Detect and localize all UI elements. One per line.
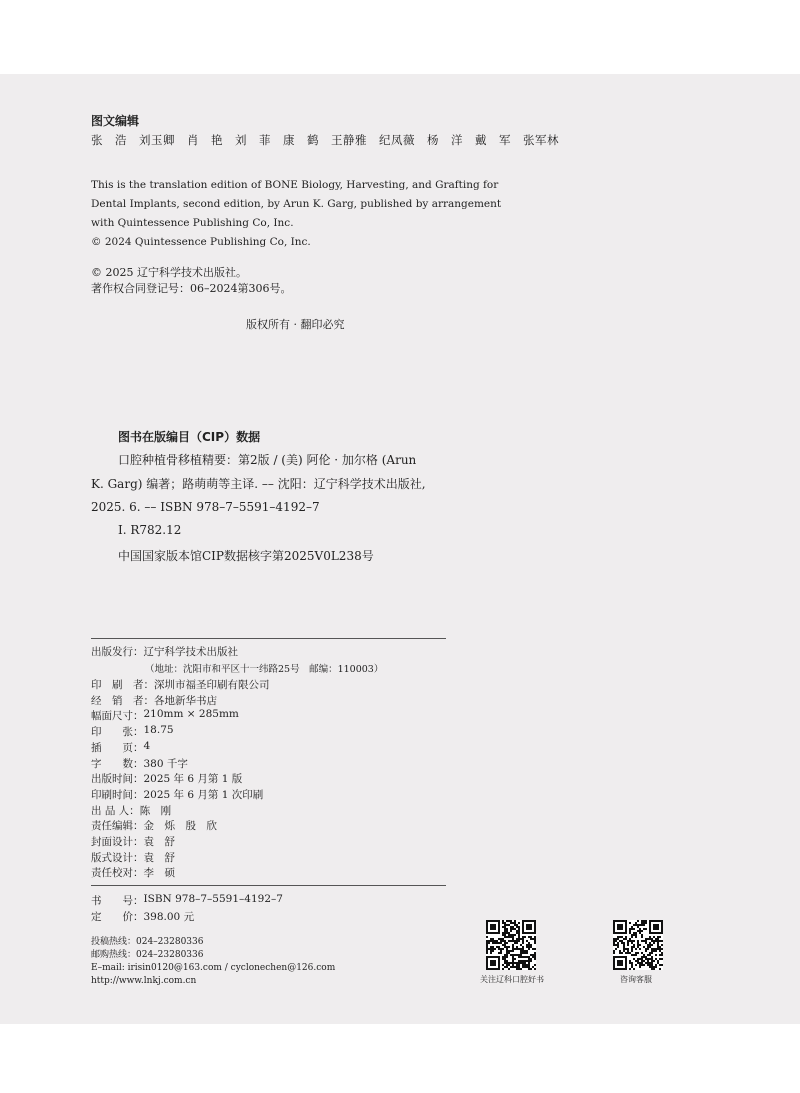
publication-row-label: 印 刷 者：: [91, 679, 154, 691]
cip-line5: 中国国家版本馆CIP数据核字第2025V0L238号: [118, 549, 374, 563]
publication-row: [91, 850, 175, 865]
publication-row-value: 李 硕: [143, 867, 175, 880]
qr-code-icon: [486, 920, 536, 970]
publication-row: [91, 708, 239, 723]
isbn-value: ISBN 978–7–5591–4192–7: [143, 893, 283, 905]
chinese-copyright-line2: 著作权合同登记号：06–2024第306号。: [91, 282, 292, 295]
publication-row-label: 责任校对：: [91, 867, 144, 880]
rights-notice: 版权所有 · 翻印必究: [246, 318, 345, 331]
chinese-copyright-line1: © 2025 辽宁科学技术出版社。: [91, 266, 247, 279]
publication-row-label: 幅面尺寸：: [91, 710, 144, 723]
publication-row: [91, 818, 217, 833]
contact-website: http://www.lnkj.com.cn: [91, 976, 197, 986]
publication-row-value: 380 千字: [143, 757, 188, 770]
publication-row-label: 字 数：: [91, 757, 144, 770]
qr-caption-follow: 关注辽科口腔好书: [480, 975, 544, 984]
publication-row-value: 深圳市福圣印刷有限公司: [154, 679, 270, 691]
contact-email: E–mail: irisin0120@163.com / cyclonechen@126.com: [91, 963, 336, 973]
publication-row: [91, 677, 270, 692]
contact-block: [91, 936, 335, 988]
english-notice: [91, 176, 521, 252]
publication-row-value: 210mm × 285mm: [143, 708, 239, 721]
qr-caption-service: 咨询客服: [620, 975, 652, 984]
publication-row: [91, 693, 217, 708]
publisher-value: 辽宁科学技术出版社: [143, 646, 238, 658]
publication-row: [91, 740, 150, 755]
publication-row-value: 各地新华书店: [154, 694, 217, 707]
publication-row-value: 4: [143, 739, 151, 752]
publication-row-value: 袁 舒: [143, 851, 175, 864]
publication-row-value: 2025 年 6 月第 1 次印刷: [143, 788, 264, 801]
publisher-label: 出版发行：: [91, 646, 144, 658]
publisher-row: [91, 644, 238, 659]
publication-row-label: 插 页：: [91, 741, 144, 754]
publication-row-label: 版式设计：: [91, 851, 144, 864]
english-copyright: © 2024 Quintessence Publishing Co, Inc.: [91, 236, 311, 248]
price-row: [91, 909, 194, 924]
english-notice-text: This is the translation edition of BONE Biology, Harvesting, and Grafting for Dental Implants, second edition, by Arun K. Garg, published by arrangement with Quintessence Publishing Co, Inc.: [91, 179, 502, 229]
publication-row: [91, 787, 263, 802]
divider-bottom: [91, 885, 446, 886]
publication-row-value: 陈 刚: [139, 804, 172, 817]
publication-row-label: 印刷时间：: [91, 788, 144, 801]
cip-line3: 2025. 6. –– ISBN 978–7–5591–4192–7: [91, 500, 320, 514]
publication-row: [91, 756, 188, 771]
qr-code-icon: [613, 920, 663, 970]
publication-row-label: 封面设计：: [91, 836, 144, 848]
cip-line1: 口腔种植骨移植精要：第2版 / (美) 阿伦 · 加尔格 (Arun: [118, 453, 417, 467]
publication-row-label: 责任编辑：: [91, 820, 144, 833]
cip-line4: Ⅰ. R782.12: [118, 523, 182, 537]
isbn-label: 书 号：: [91, 895, 144, 907]
publication-row: [91, 724, 174, 739]
publication-row-label: 印 张：: [91, 726, 144, 739]
publisher-address: （地址：沈阳市和平区十一纬路25号 邮编：110003）: [145, 664, 384, 675]
publication-row-value: 2025 年 6 月第 1 版: [143, 773, 243, 786]
cip-line2: K. Garg) 编著；路萌萌等主译. –– 沈阳：辽宁科学技术出版社,: [91, 477, 426, 491]
publication-row: [91, 803, 171, 818]
price-label: 定 价：: [91, 911, 144, 923]
contact-submission: 投稿热线：024–23280336: [91, 937, 204, 947]
publication-row-label: 出版时间：: [91, 773, 144, 786]
contact-mail-order: 邮购热线：024–23280336: [91, 950, 204, 960]
copyright-page: [0, 74, 800, 1024]
divider-top: [91, 638, 446, 639]
credits-heading: 图文编辑: [91, 114, 140, 128]
publication-row: [91, 865, 175, 880]
publication-row: [91, 834, 175, 849]
credits-names: 张 浩 刘玉卿 肖 艳 刘 菲 康 鹤 王静雅 纪凤薇 杨 洋 戴 军 张军林: [91, 133, 559, 147]
publication-row: [91, 771, 242, 786]
publication-row-label: 经 销 者：: [91, 694, 154, 707]
publication-row-value: 18.75: [143, 724, 174, 737]
price-value: 398.00 元: [143, 911, 195, 923]
publication-row-value: 金 烁 殷 欣: [143, 820, 217, 833]
publication-row-value: 袁 舒: [143, 836, 175, 848]
publication-row-label: 出 品 人：: [91, 804, 140, 817]
isbn-row: [91, 893, 283, 908]
cip-heading: 图书在版编目（CIP）数据: [118, 430, 261, 444]
